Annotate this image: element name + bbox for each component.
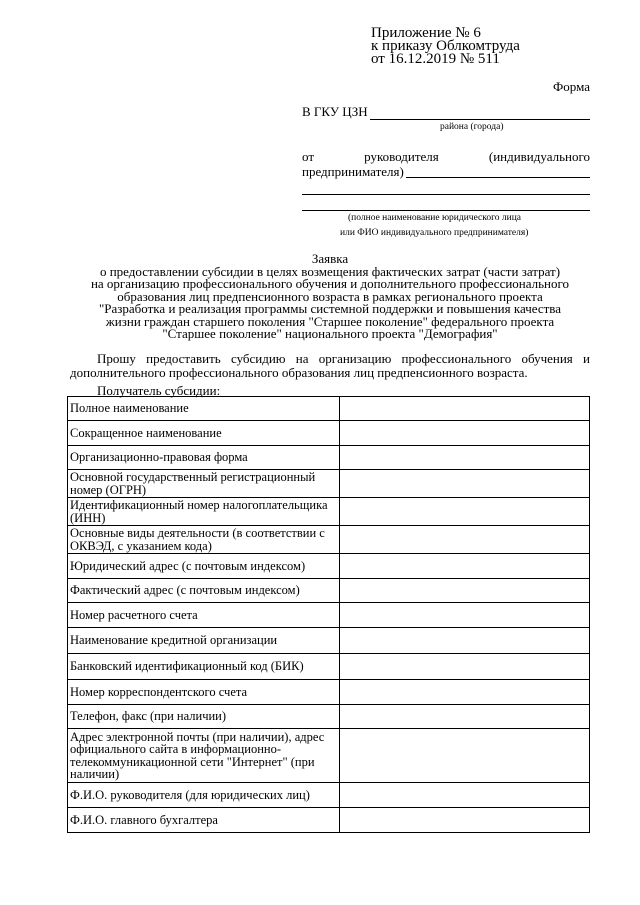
title-line: о предоставлении субсидии в целях возмещения фактических затрат (части затрат)	[99, 263, 561, 279]
from-individual-word: (индивидуального	[488, 149, 590, 164]
table-row	[68, 397, 590, 421]
row-value-field[interactable]	[340, 397, 590, 421]
row-value-field[interactable]	[340, 729, 590, 783]
row-label: Фактический адрес (с почтовым индексом)	[68, 579, 340, 603]
table-row	[68, 808, 590, 833]
row-value-field[interactable]	[340, 526, 590, 554]
table-row	[68, 729, 590, 783]
addressee-field[interactable]	[370, 119, 590, 120]
appendix-date: от 16.12.2019 № 511	[371, 51, 500, 67]
row-value-field[interactable]	[340, 470, 590, 498]
row-label: Сокращенное наименование	[68, 421, 340, 446]
appendix-order: к приказу Облкомтруда	[371, 38, 520, 54]
table-row	[68, 579, 590, 603]
applicant-field-2[interactable]	[302, 194, 590, 195]
row-label: Ф.И.О. главного бухгалтера	[68, 808, 340, 833]
table-row	[68, 498, 590, 526]
row-value-field[interactable]	[340, 579, 590, 603]
row-label: Организационно-правовая форма	[68, 446, 340, 470]
from-head-word: руководителя	[364, 149, 439, 164]
applicant-note-1: (полное наименование юридического лица	[348, 213, 522, 223]
row-label: Идентификационный номер налогоплательщика (ИНН)	[68, 498, 340, 526]
row-value-field[interactable]	[340, 654, 590, 680]
row-label: Телефон, факс (при наличии)	[68, 705, 340, 729]
from-row	[302, 149, 590, 165]
table-row	[68, 628, 590, 654]
row-value-field[interactable]	[340, 628, 590, 654]
table-row	[68, 680, 590, 705]
applicant-field-1[interactable]	[406, 177, 590, 178]
title-line: жизни граждан старшего поколения "Старшее поколение" федерального проекта	[105, 313, 555, 329]
application-title	[80, 253, 580, 341]
from-entrepreneur: предпринимателя)	[302, 164, 404, 179]
row-value-field[interactable]	[340, 680, 590, 705]
table-row	[68, 421, 590, 446]
row-label: Юридический адрес (с почтовым индексом)	[68, 554, 340, 579]
appendix-header	[371, 27, 520, 66]
row-value-field[interactable]	[340, 705, 590, 729]
row-value-field[interactable]	[340, 554, 590, 579]
table-row	[68, 783, 590, 808]
title-heading: Заявка	[311, 251, 349, 266]
row-value-field[interactable]	[340, 808, 590, 833]
table-row	[68, 554, 590, 579]
row-label: Адрес электронной почты (при наличии), адрес официального сайта в информационно-телекоммуникационной сети "Интернет" (при наличии)	[68, 729, 340, 783]
title-line: на организацию профессионального обучения и дополнительного профессионального	[90, 276, 570, 291]
table-row	[68, 446, 590, 470]
row-label: Номер расчетного счета	[68, 603, 340, 628]
addressee-label: В ГКУ ЦЗН	[302, 104, 368, 119]
table-row	[68, 654, 590, 680]
recipient-label: Получатель субсидии:	[97, 383, 221, 398]
table-row	[68, 526, 590, 554]
table-row	[68, 603, 590, 628]
title-line: "Старшее поколение" национального проекта "Демография"	[162, 326, 498, 341]
table-row	[68, 705, 590, 729]
row-label: Основной государственный регистрационный номер (ОГРН)	[68, 470, 340, 498]
row-label: Ф.И.О. руководителя (для юридических лиц)	[68, 783, 340, 808]
applicant-field-3[interactable]	[302, 210, 590, 211]
row-value-field[interactable]	[340, 421, 590, 446]
row-label: Номер корреспондентского счета	[68, 680, 340, 705]
row-value-field[interactable]	[340, 498, 590, 526]
row-value-field[interactable]	[340, 446, 590, 470]
from-word: от	[302, 149, 315, 164]
appendix-number: Приложение № 6	[371, 25, 481, 41]
applicant-note-2: или ФИО индивидуального предпринимателя)	[340, 228, 529, 238]
request-text-body: Прошу предоставить субсидию на организацию профессионального обучения и дополнительного профессионального образования лиц предпенсионного возраста.	[70, 351, 590, 380]
row-value-field[interactable]	[340, 603, 590, 628]
row-label: Полное наименование	[68, 397, 340, 421]
row-label: Основные виды деятельности (в соответствии с ОКВЭД, с указанием кода)	[68, 526, 340, 554]
row-label: Наименование кредитной организации	[68, 628, 340, 654]
title-line: образования лиц предпенсионного возраста в рамках регионального проекта	[117, 288, 543, 304]
row-label: Банковский идентификационный код (БИК)	[68, 654, 340, 680]
row-value-field[interactable]	[340, 783, 590, 808]
table-row	[68, 470, 590, 498]
title-line: "Разработка и реализация программы системной поддержки и повышения качества	[98, 301, 562, 316]
addressee-sublabel: района (города)	[440, 122, 504, 132]
request-text	[70, 352, 590, 380]
recipient-table	[67, 396, 590, 833]
form-label: Форма	[553, 79, 590, 94]
